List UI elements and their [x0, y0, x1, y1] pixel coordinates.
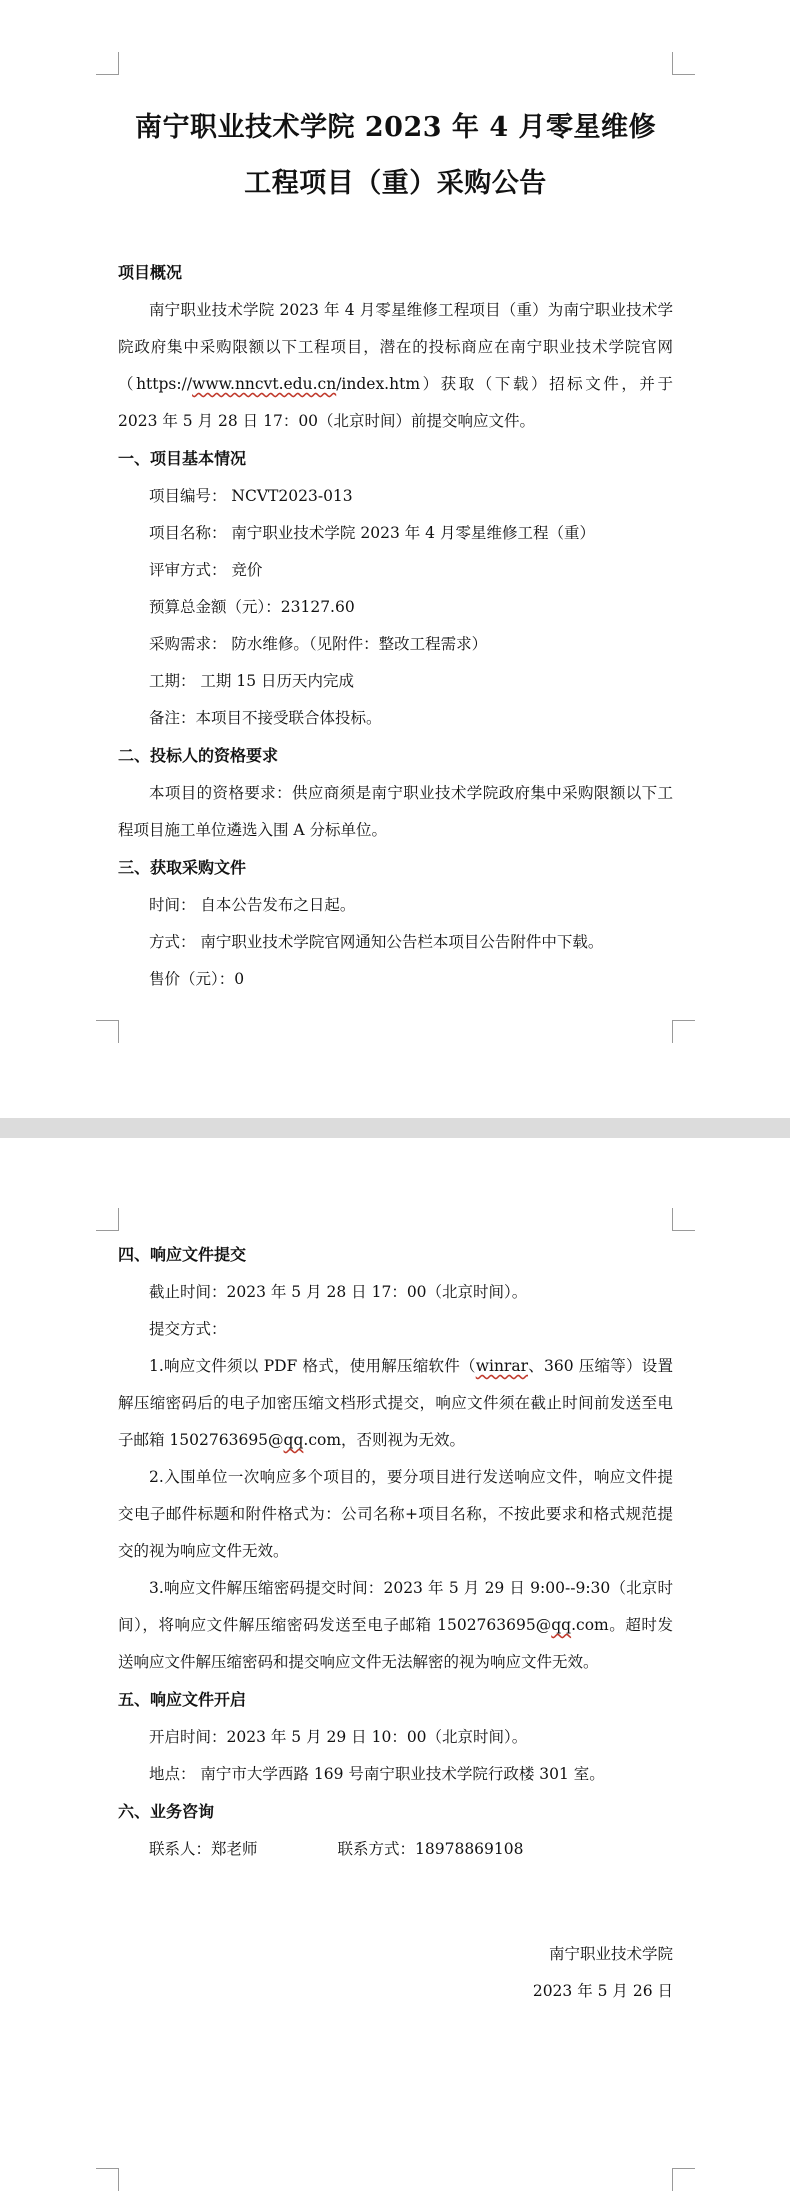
page-corner-mark: [96, 1208, 119, 1231]
obtain-method: 方式： 南宁职业技术学院官网通知公告栏本项目公告附件中下载。: [149, 933, 604, 951]
submission-rule-1: [118, 1348, 673, 1459]
submission-deadline: 截止时间：2023 年 5 月 28 日 17：00（北京时间）。: [149, 1283, 528, 1301]
contact-line: [118, 1831, 673, 1868]
page-separator: [0, 1118, 790, 1138]
contact-person: 联系人：郑老师: [149, 1840, 258, 1858]
overview-heading: 项目概况: [118, 263, 183, 282]
review-method: 评审方式： 竞价: [149, 561, 263, 579]
page-corner-mark: [96, 2168, 119, 2191]
project-number: 项目编号： NCVT2023-013: [149, 487, 353, 505]
submission-rule-2: 2.入围单位一次响应多个项目的，要分项目进行发送响应文件，响应文件提交电子邮件标题和附件格式为：公司名称+项目名称，不按此要求和格式规范提交的视为响应文件无效。: [118, 1468, 673, 1560]
overview-text: /index.htm）获取（下载）招标文件，并于 2023 年 5 月 28 日 17：00（北京时间）前提交响应文件。: [118, 375, 674, 430]
rule-text: 3.响应文件解压缩密码提交时间：2023 年 5 月 29 日 9:00--9:30（北京时间），将响应文件解压缩密码发送至电子邮箱 1502763695@: [118, 1579, 673, 1634]
section-4-heading: 四、响应文件提交: [118, 1245, 247, 1264]
page-1-content: [118, 100, 673, 998]
website-link[interactable]: www.nncvt.edu.cn: [192, 375, 337, 393]
document-title-line-1: 南宁职业技术学院 2023 年 4 月零星维修: [134, 112, 657, 143]
contact-phone: 联系方式：18978869108: [337, 1840, 524, 1858]
procurement-requirement: 采购需求： 防水维修。（见附件：整改工程需求）: [149, 635, 488, 653]
rule-text: .com。超时发送响应文件解压缩密码和提交响应文件无法解密的视为响应文件无效。: [118, 1616, 674, 1671]
section-1-heading: 一、项目基本情况: [118, 449, 247, 468]
qualification-paragraph: 本项目的资格要求：供应商须是南宁职业技术学院政府集中采购限额以下工程项目施工单位遴选入围 A 分标单位。: [118, 784, 673, 839]
construction-period: 工期： 工期 15 日历天内完成: [149, 672, 355, 690]
section-3-heading: 三、获取采购文件: [118, 858, 247, 877]
remark: 备注：本项目不接受联合体投标。: [149, 709, 382, 727]
overview-paragraph: [118, 292, 673, 440]
page-corner-mark: [96, 52, 119, 75]
section-2-heading: 二、投标人的资格要求: [118, 746, 279, 765]
submission-rule-3: [118, 1570, 673, 1681]
document-title-line-2: 工程项目（重）采购公告: [244, 168, 547, 199]
page-corner-mark: [672, 52, 695, 75]
page-corner-mark: [672, 1020, 695, 1043]
email-domain: qq: [551, 1616, 572, 1634]
signature-org: 南宁职业技术学院: [548, 1945, 673, 1963]
page-corner-mark: [96, 1020, 119, 1043]
page-corner-mark: [672, 1208, 695, 1231]
project-name: 项目名称： 南宁职业技术学院 2023 年 4 月零星维修工程（重）: [149, 524, 595, 542]
opening-time: 开启时间：2023 年 5 月 29 日 10：00（北京时间）。: [149, 1728, 528, 1746]
page-2: [0, 1138, 790, 2198]
budget-amount: 预算总金额（元）：23127.60: [149, 598, 355, 616]
page-2-content: [118, 1236, 673, 2010]
section-6-heading: 六、业务咨询: [118, 1802, 215, 1821]
section-5-heading: 五、响应文件开启: [118, 1690, 247, 1709]
obtain-time: 时间： 自本公告发布之日起。: [149, 896, 356, 914]
rule-text: 、360 压缩等）设置解压缩密码后的电子加密压缩文档形式提交，响应文件须在截止时间前发送至电子邮箱 1502763695@: [118, 1357, 673, 1449]
document-price: 售价（元）：0: [149, 970, 245, 988]
opening-place: 地点： 南宁市大学西路 169 号南宁职业技术学院行政楼 301 室。: [149, 1765, 605, 1783]
signature-date: 2023 年 5 月 26 日: [532, 1982, 673, 2000]
email-domain: qq: [283, 1431, 304, 1449]
rule-text: .com，否则视为无效。: [303, 1431, 466, 1449]
rule-text: 1.响应文件须以 PDF 格式，使用解压缩软件（: [149, 1357, 476, 1375]
overview-text: 南宁职业技术学院 2023 年 4 月零星维修工程项目（重）为南宁职业技术学院政府集中采购限额以下工程项目，潜在的投标商应在南宁职业技术学院官网（https://: [118, 301, 673, 393]
submission-method-label: 提交方式：: [149, 1320, 227, 1338]
page-corner-mark: [672, 2168, 695, 2191]
winrar-word: winrar: [475, 1357, 528, 1375]
